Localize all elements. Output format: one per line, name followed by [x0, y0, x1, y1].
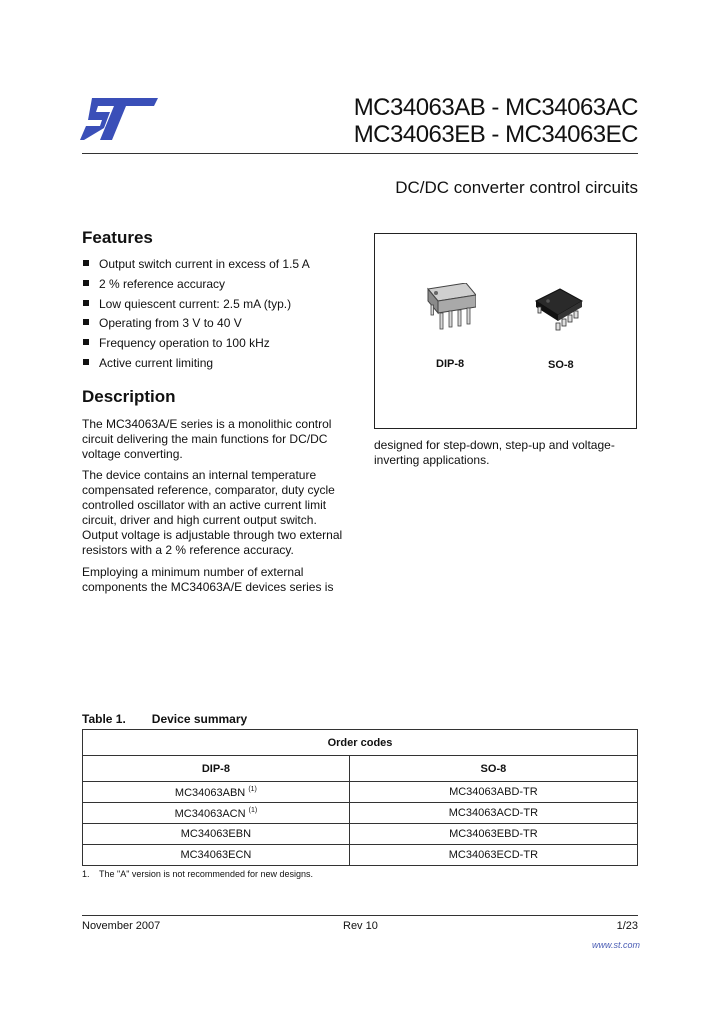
table-cell: MC34063EBN: [83, 824, 350, 845]
footer-date: November 2007: [82, 920, 161, 932]
footnote-ref: (1): [248, 785, 257, 793]
table-cell: MC34063ABD-TR: [349, 782, 637, 803]
so8-label: SO-8: [548, 359, 574, 371]
square-bullet-icon: [83, 280, 89, 286]
table-caption-title: Device summary: [151, 712, 248, 726]
square-bullet-icon: [83, 260, 89, 266]
footnote-text: The "A" version is not recommended for new designs.: [99, 869, 313, 879]
description-paragraph-3: Employing a minimum number of external components the MC34063A/E devices series is: [82, 565, 334, 594]
table-row: [83, 824, 638, 845]
so8-package-icon: [534, 287, 584, 331]
footer-website-link[interactable]: www.st.com: [591, 940, 640, 950]
square-bullet-icon: [83, 339, 89, 345]
footer-divider: [82, 915, 638, 916]
square-bullet-icon: [83, 319, 89, 325]
dip8-package-icon: [424, 283, 476, 333]
page-subtitle: DC/DC converter control circuits: [395, 178, 638, 197]
description-paragraph-2: The device contains an internal temperature compensated reference, comparator, duty cycle controlled oscillator with an active current limit circuit, driver and high current output switch. Output voltage is adjustable through two external resistors with a 2 % reference accuracy.: [82, 468, 343, 557]
header-divider: [82, 153, 638, 154]
list-item: Frequency operation to 100 kHz: [82, 335, 352, 355]
table-footnote: [82, 869, 313, 879]
square-bullet-icon: [83, 300, 89, 306]
table-row: [83, 845, 638, 866]
table-cell: MC34063ACD-TR: [349, 803, 637, 824]
description-paragraph-1: The MC34063A/E series is a monolithic control circuit delivering the main functions for DC/DC voltage converting.: [82, 417, 332, 461]
list-item: Output switch current in excess of 1.5 A: [82, 256, 352, 276]
list-item: Active current limiting: [82, 355, 352, 375]
table-caption-number: Table 1.: [82, 712, 126, 726]
dip8-label: DIP-8: [436, 358, 465, 370]
description-paragraph-4: designed for step-down, step-up and voltage-inverting applications.: [374, 438, 615, 467]
table-cell: MC34063ECD-TR: [349, 845, 637, 866]
page-title-line-2: MC34063EB - MC34063EC: [353, 121, 638, 148]
table-cell: MC34063EBD-TR: [349, 824, 637, 845]
features-heading: Features: [82, 228, 153, 247]
footnote-ref: (1): [248, 806, 258, 814]
table-cell: MC34063ABN $^{(1)}$: [83, 782, 350, 803]
table-cell: MC34063ECN: [83, 845, 350, 866]
square-bullet-icon: [83, 359, 89, 365]
table-row: [83, 782, 638, 803]
page-title-line-1: MC34063AB - MC34063AC: [353, 94, 638, 121]
table-row: [83, 803, 638, 824]
column-header-dip8: DIP-8: [83, 756, 350, 782]
footer-revision: Rev 10: [343, 920, 378, 932]
st-logo-icon: [80, 98, 158, 140]
features-list: [82, 256, 352, 375]
footer-page-number: 1/23: [616, 920, 638, 932]
table-cell: MC34063ACN $^{(1)}$: [83, 803, 350, 824]
package-figure-box: [374, 233, 637, 429]
footnote-number: 1.: [82, 869, 90, 879]
column-header-so8: SO-8: [349, 756, 637, 782]
description-heading: Description: [82, 387, 176, 406]
list-item: Low quiescent current: 2.5 mA (typ.): [82, 296, 352, 316]
device-summary-table: [82, 729, 638, 866]
list-item: Operating from 3 V to 40 V: [82, 315, 352, 335]
list-item: 2 % reference accuracy: [82, 276, 352, 296]
table-caption: [82, 712, 247, 726]
table-group-header: Order codes: [83, 730, 638, 756]
